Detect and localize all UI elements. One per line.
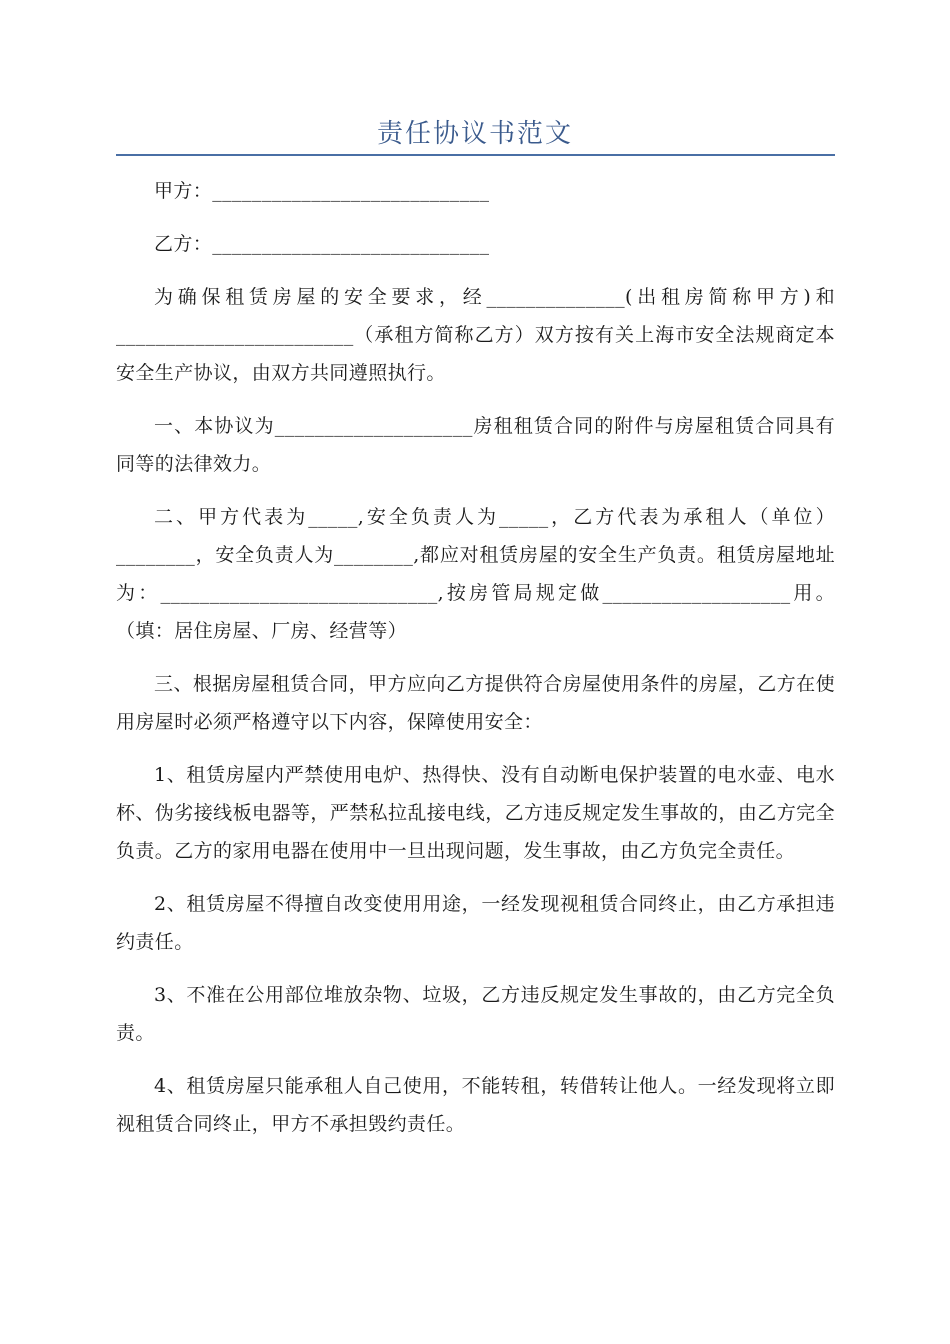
intro-paragraph: 为确保租赁房屋的安全要求，经______________(出租房简称甲方)和________________________（承租方简称乙方）双方按有关上海市安全法规商定本安全生产协议，由双方共同遵照执行。 (116, 286, 835, 384)
item-4: 4、租赁房屋只能承租人自己使用，不能转租，转借转让他人。一经发现将立即视租赁合同终止，甲方不承担毁约责任。 (116, 1075, 835, 1135)
party-a-line: 甲方：____________________________ (154, 180, 490, 202)
document-title: 责任协议书范文 (376, 119, 573, 149)
clause-2: 二、甲方代表为_____,安全负责人为_____，乙方代表为承租人（单位）________，安全负责人为________,都应对租赁房屋的安全生产负责。租赁房屋地址为：____________________________,按房管局规定做___________________用。（填：居住房屋、厂房、经营等） (116, 506, 835, 642)
clause-1: 一、本协议为____________________房租租赁合同的附件与房屋租赁合同具有同等的法律效力。 (116, 415, 835, 475)
party-b-line: 乙方：____________________________ (154, 233, 490, 255)
item-2: 2、租赁房屋不得擅自改变使用用途，一经发现视租赁合同终止，由乙方承担违约责任。 (116, 893, 835, 953)
title-underline (116, 154, 835, 156)
document-body (116, 172, 835, 1158)
clause-3: 三、根据房屋租赁合同，甲方应向乙方提供符合房屋使用条件的房屋，乙方在使用房屋时必须严格遵守以下内容，保障使用安全： (116, 673, 835, 733)
item-1: 1、租赁房屋内严禁使用电炉、热得快、没有自动断电保护装置的电水壶、电水杯、伪劣接线板电器等，严禁私拉乱接电线，乙方违反规定发生事故的，由乙方完全负责。乙方的家用电器在使用中一旦出现问题，发生事故，由乙方负完全责任。 (116, 764, 835, 862)
item-3: 3、不准在公用部位堆放杂物、垃圾，乙方违反规定发生事故的，由乙方完全负责。 (116, 984, 835, 1044)
